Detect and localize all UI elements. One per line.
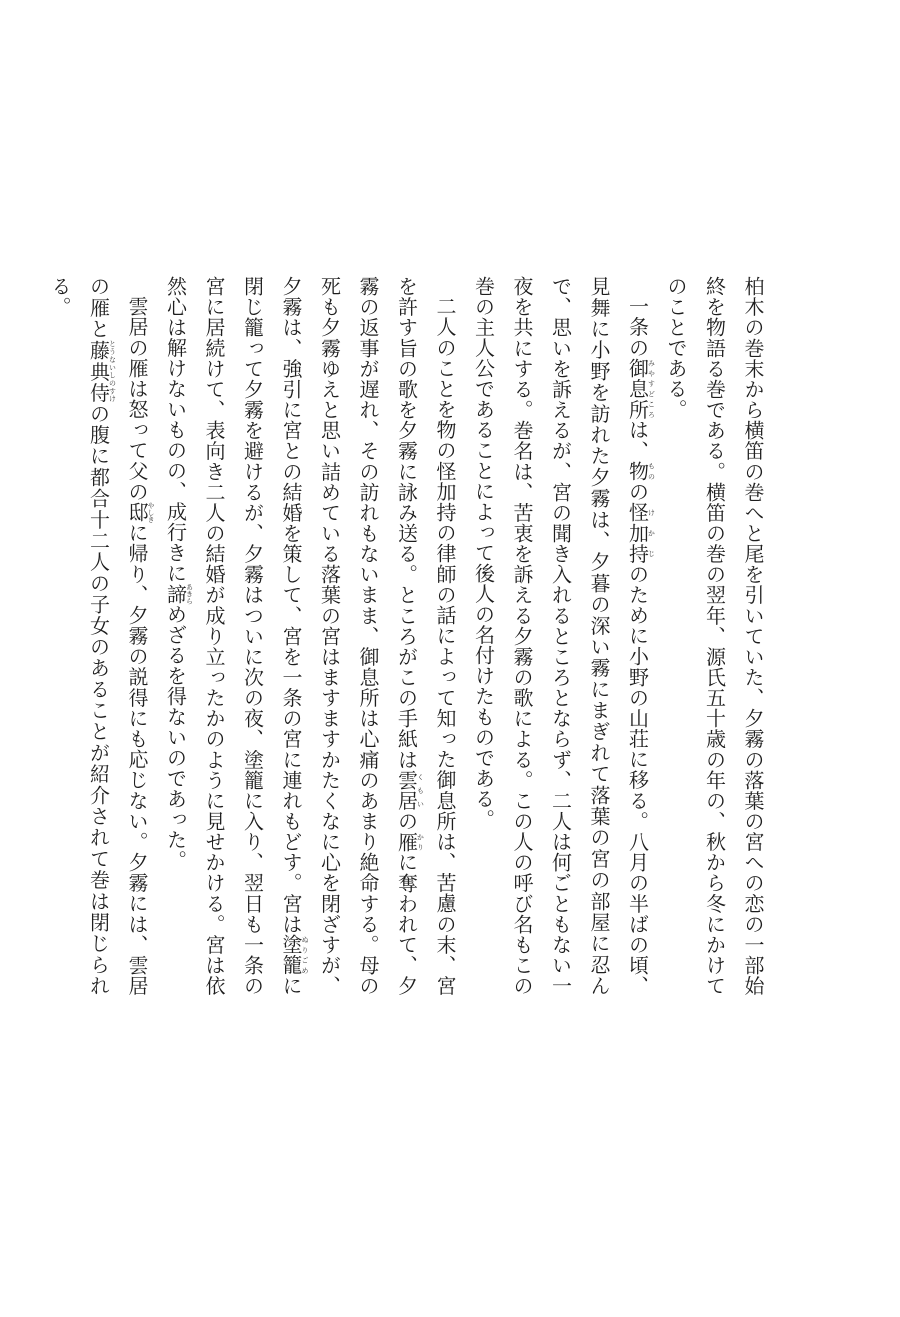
ruby-base: 御息所 [625, 357, 650, 420]
text-run: に帰り、夕霧の説得にも応じない。夕霧には、雲居の雁と [86, 276, 149, 997]
text-run: に閉じ籠って夕霧を避けるが、夕霧はついに次の夜、塗籠に入り、翌日も一条の宮に居続けて、表向き二人の結婚が成り立ったかのように見せかける。宮は依然心は解けないものの、成行きに [163, 276, 303, 997]
text-run: 雲居の雁は怒って父の [125, 296, 149, 502]
body-text [48, 276, 772, 997]
text-run: の [394, 810, 419, 832]
ruby-reading: かり [416, 831, 425, 853]
text-run: 二人のことを物の怪加持の律師の話によって知った御息所は、苦慮の末、宮を許す旨の歌を夕霧に詠み送る。ところがこの手紙は [394, 276, 457, 996]
ruby-base: 邸 [125, 501, 149, 523]
ruby-base: 塗籠 [279, 934, 303, 976]
ruby-word [125, 501, 155, 523]
ruby-reading: とうないしのすけ [108, 339, 117, 403]
ruby-word [279, 934, 309, 976]
text-run: 柏木の巻末から横笛の巻へと尾を引いていた、夕霧の落葉の宮への恋の一部始終を物語る巻である。横笛の巻の翌年、源氏五十歳の年の、秋から冬にかけてのことである。 [664, 276, 765, 996]
ruby-base: 雲居 [394, 769, 419, 811]
ruby-reading: もの [647, 460, 656, 482]
ruby-base: 加持 [625, 522, 650, 564]
text-run: 一条の [625, 296, 650, 358]
ruby-word [625, 501, 656, 523]
text-run: の [625, 481, 650, 502]
text-run: のために小野の山荘に移る。八月の半ばの頃、見舞に小野を訪れた夕霧は、夕暮の深い霧にまぎれて落葉の宮の部屋に忍んで、思いを訴えるが、宮の聞き入れるところとならず、二人は何ごともない一夜を共にする。巻名は、苦衷を訴える夕霧の歌による。この人の呼び名もこの巻の主人公であることによって後人の名付けたものである。 [471, 276, 650, 997]
ruby-base: 諦 [163, 583, 188, 605]
text-run: に奪われて、夕霧の返事が遅れ、その訪れもないまま、御息所は心痛のあまり絶命する。母の死も夕霧ゆえと思い詰めている落葉の宮はますますかたくなに心を閉ざすが、夕霧は、強引に宮との結婚を策して、宮を一条の宮に連れもどす。宮は [279, 276, 419, 997]
ruby-reading: みやすどころ [647, 357, 656, 420]
ruby-reading: かじ [647, 522, 656, 564]
paragraph-1 [657, 276, 773, 996]
ruby-base: 雁 [394, 831, 419, 853]
ruby-word [625, 460, 656, 482]
ruby-word [163, 583, 194, 605]
paragraph-2 [464, 276, 657, 996]
ruby-word [394, 831, 425, 853]
ruby-reading: くもい [416, 769, 425, 811]
text-run: の腹に都合十二人の子女のあることが紹介されて巻は閉じられる。 [48, 276, 111, 997]
ruby-reading: ぬりごめ [301, 934, 309, 976]
ruby-word [625, 522, 656, 564]
ruby-reading: やしき [147, 501, 155, 523]
ruby-reading: あきら [185, 583, 194, 605]
ruby-base: 怪 [625, 501, 650, 523]
text-run: は、 [625, 419, 650, 461]
text-run: めざるを得ないのであった。 [163, 604, 188, 871]
ruby-base: 藤典侍 [86, 339, 111, 404]
ruby-word [86, 339, 117, 404]
paragraph-3 [156, 276, 464, 996]
ruby-word [394, 769, 425, 811]
ruby-word [625, 357, 656, 420]
paragraph-4 [41, 276, 157, 996]
ruby-base: 物 [625, 460, 650, 482]
ruby-reading: け [647, 501, 656, 523]
